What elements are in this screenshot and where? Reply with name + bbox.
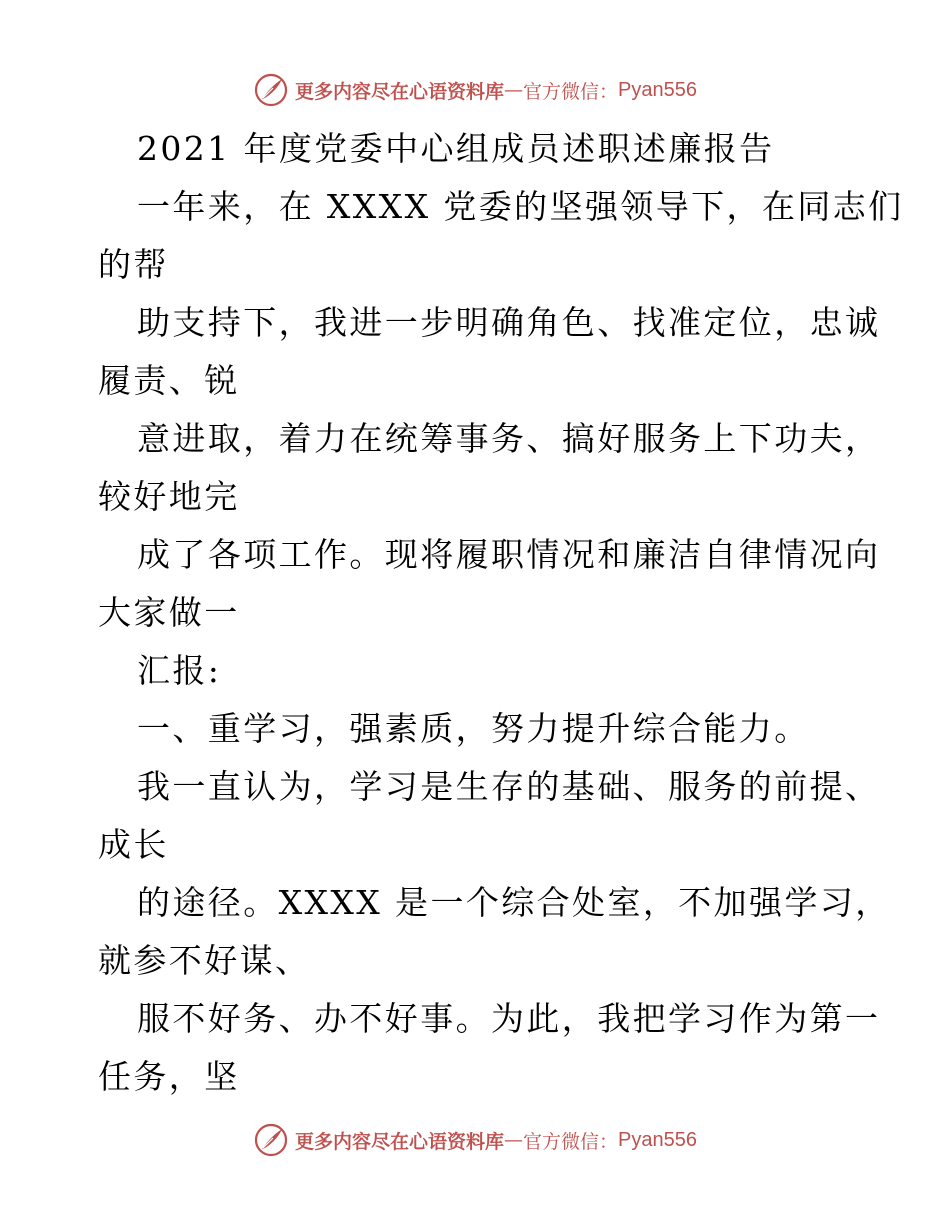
watermark-id: Pyan556 (618, 1128, 697, 1151)
watermark-id: Pyan556 (618, 78, 697, 101)
body-line: 一年来，在 XXXX 党委的坚强领导下，在同志们 (137, 187, 904, 226)
body-line: 意进取，着力在统筹事务、搞好服务上下功夫， (137, 419, 881, 458)
quill-pen-logo-icon (253, 72, 289, 108)
body-line: 较好地完 (98, 477, 240, 516)
watermark-dash: — (504, 1129, 524, 1151)
document-title: 2021 年度党委中心组成员述职述廉报告 (137, 129, 775, 168)
body-line: 大家做一 (98, 593, 240, 632)
body-line: 汇报: (137, 651, 222, 690)
footer-watermark (0, 1118, 950, 1162)
quill-pen-logo-icon (253, 1122, 289, 1158)
body-line: 的帮 (98, 245, 169, 284)
body-line: 任务，坚 (98, 1057, 240, 1096)
body-line: 履责、锐 (98, 361, 240, 400)
body-line: 成了各项工作。现将履职情况和廉洁自律情况向 (137, 535, 881, 574)
body-line: 的途径。XXXX 是一个综合处室，不加强学习， (137, 883, 891, 922)
watermark-contact: 官方微信： (523, 1130, 619, 1153)
body-line: 服不好务、办不好事。为此，我把学习作为第一 (137, 999, 881, 1038)
body-line: 成长 (98, 825, 169, 864)
body-line: 就参不好谋、 (98, 941, 311, 980)
watermark-text: 更多内容尽在心语资料库 (295, 80, 505, 103)
header-watermark (0, 68, 950, 112)
watermark-text: 更多内容尽在心语资料库 (295, 1130, 505, 1153)
watermark-dash: — (504, 79, 524, 101)
body-line: 助支持下，我进一步明确角色、找准定位，忠诚 (137, 303, 881, 342)
section-heading: 一、重学习，强素质，努力提升综合能力。 (137, 709, 810, 748)
watermark-contact: 官方微信： (523, 80, 619, 103)
body-line: 我一直认为，学习是生存的基础、服务的前提、 (137, 767, 881, 806)
